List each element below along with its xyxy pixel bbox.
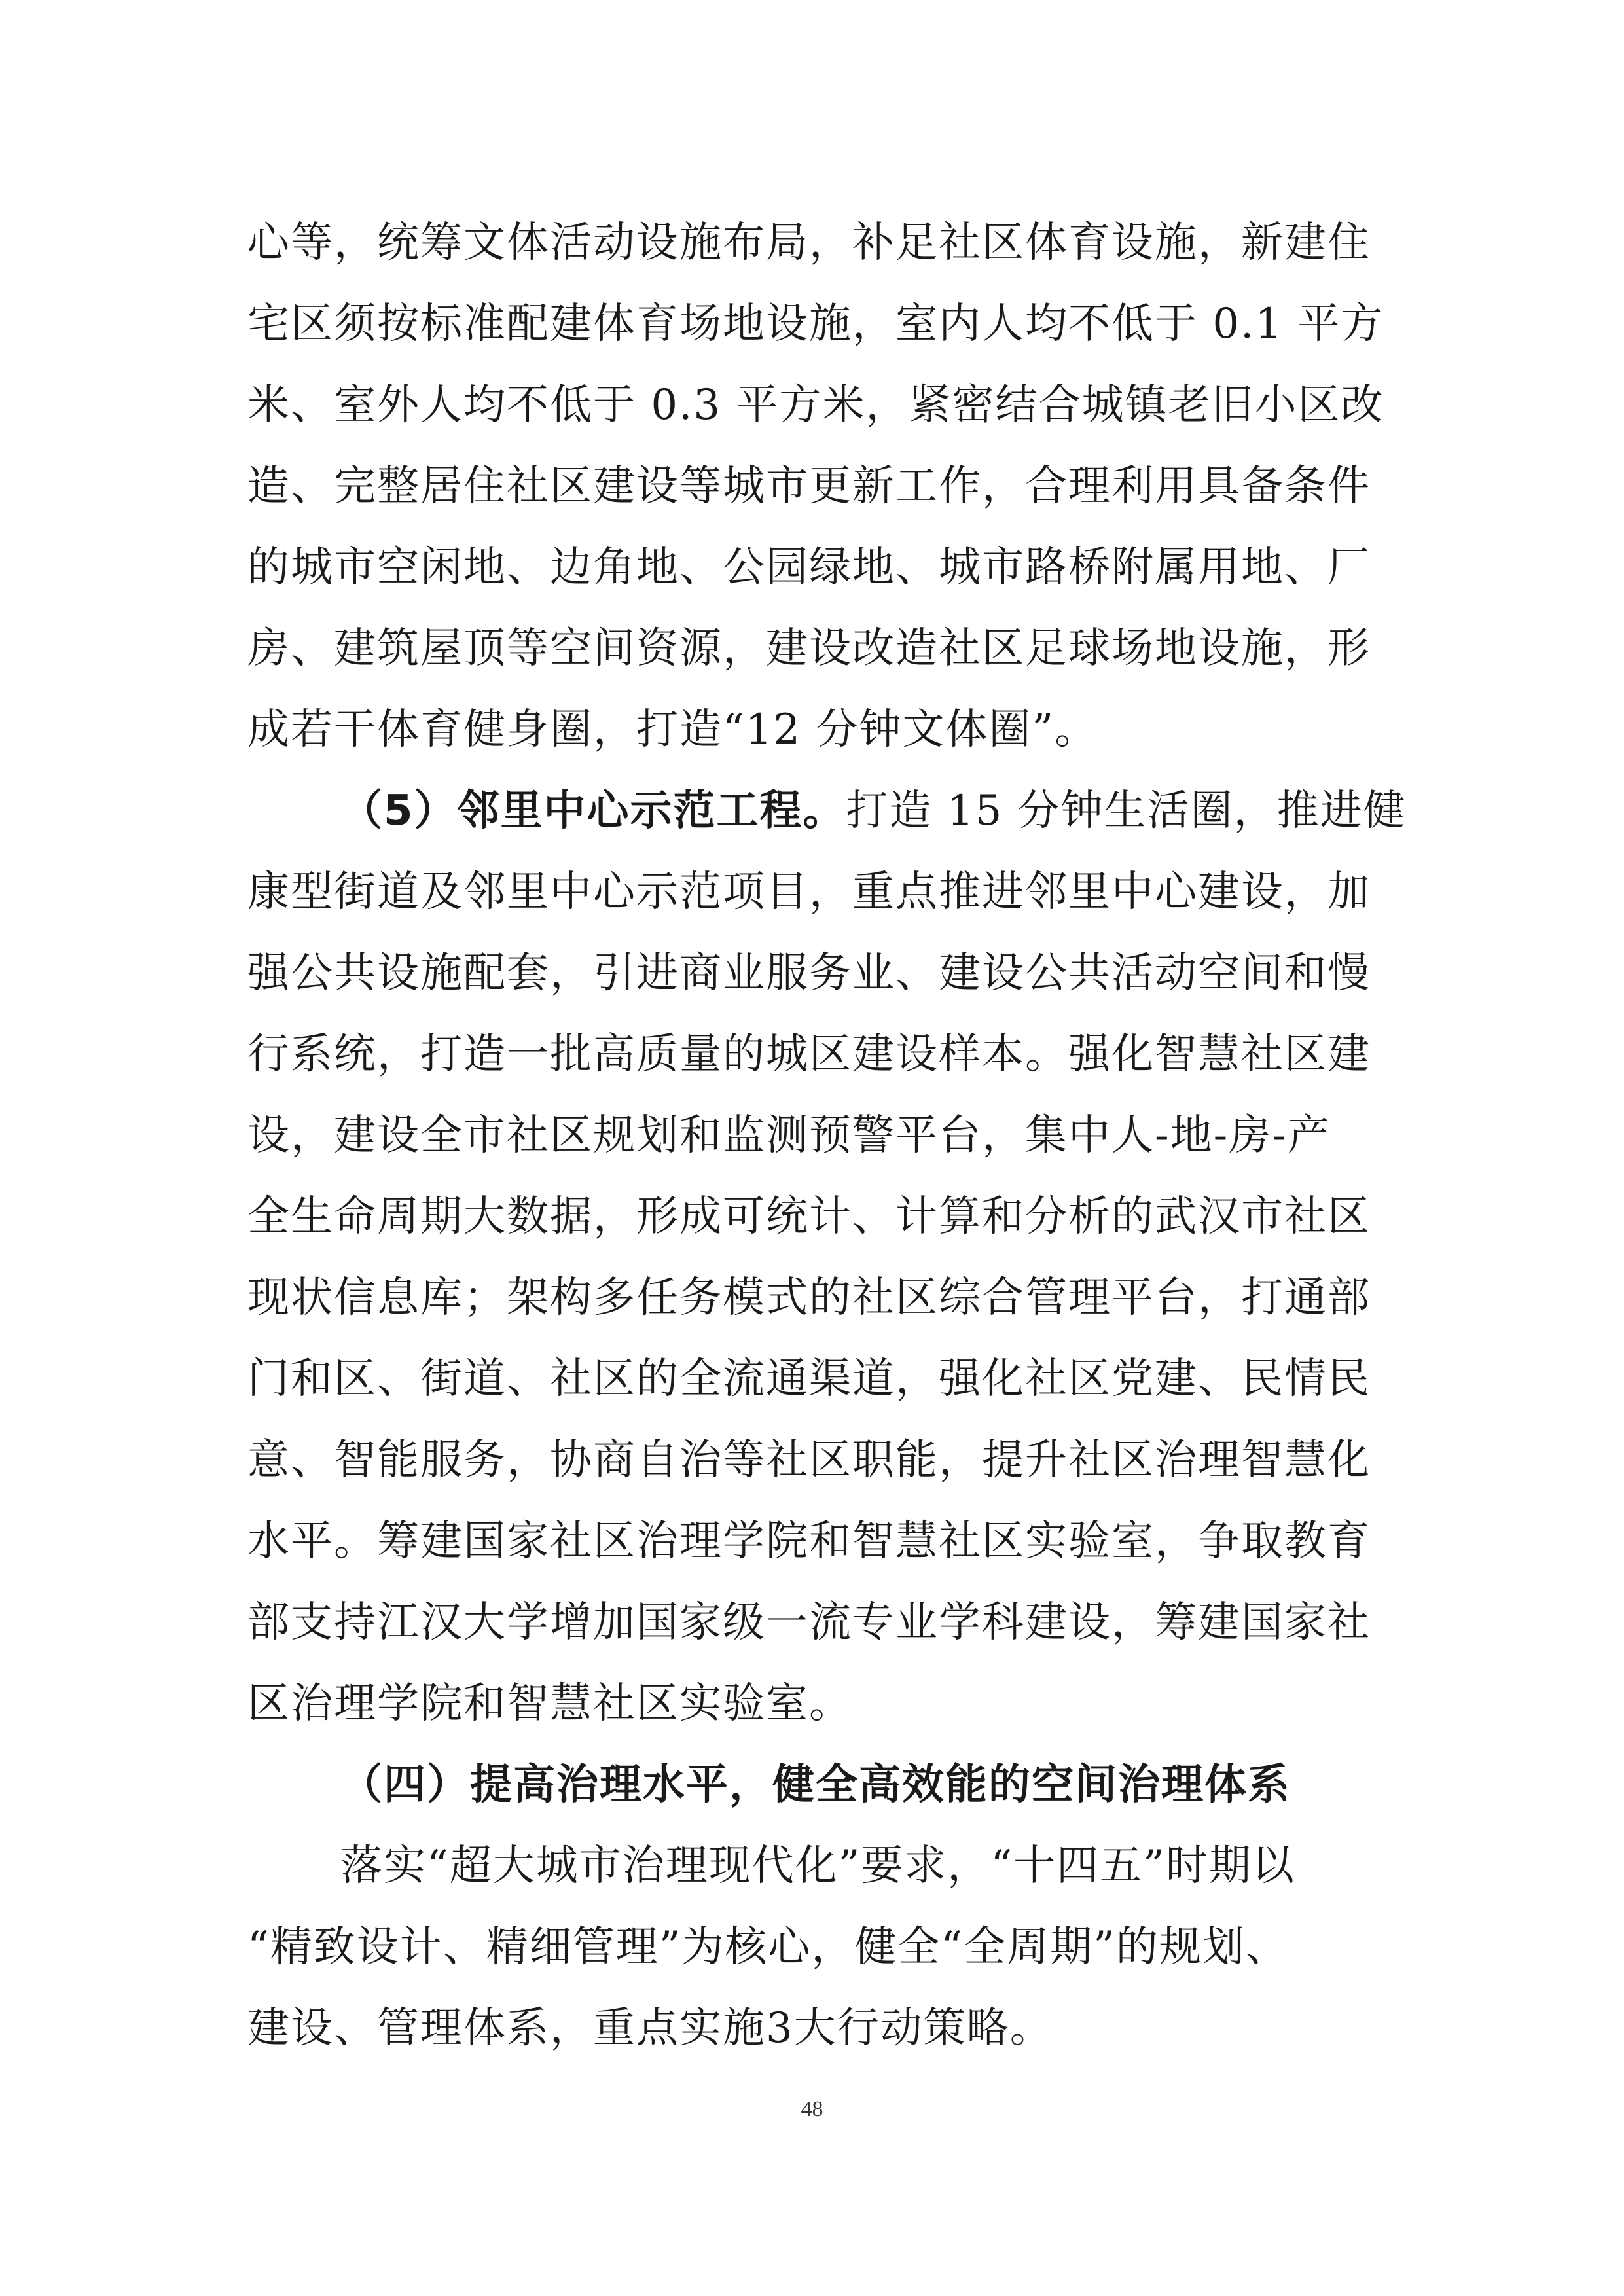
paragraph-1-line-2: 宅区须按标准配建体育场地设施，室内人均不低于 0.1 平方 <box>247 300 1384 348</box>
paragraph-2-line-10: 水平。筹建国家社区治理学院和智慧社区实验室，争取教育 <box>247 1517 1371 1566</box>
paragraph-2-line-8: 门和区、街道、社区的全流通渠道，强化社区党建、民情民 <box>247 1355 1371 1403</box>
paragraph-2-line-5: 设，建设全市社区规划和监测预警平台，集中人-地-房-产 <box>247 1111 1331 1160</box>
paragraph-2-line-9: 意、智能服务，协商自治等社区职能，提升社区治理智慧化 <box>247 1436 1371 1484</box>
item-5-lead-text: 打造 15 分钟生活圈，推进健 <box>846 787 1407 835</box>
paragraph-2-line-1 <box>340 775 1479 847</box>
paragraph-2-line-4: 行系统，打造一批高质量的城区建设样本。强化智慧社区建 <box>247 1030 1371 1079</box>
paragraph-3-line-3: 建设、管理体系，重点实施3大行动策略。 <box>247 2004 1053 2053</box>
paragraph-2-line-3: 强公共设施配套，引进商业服务业、建设公共活动空间和慢 <box>247 949 1371 997</box>
page-number: 48 <box>801 2097 823 2121</box>
paragraph-1-line-1: 心等，统筹文体活动设施布局，补足社区体育设施，新建住 <box>247 219 1371 267</box>
paragraph-3-line-1: 落实“超大城市治理现代化”要求，“十四五”时期以 <box>340 1842 1295 1890</box>
paragraph-1-line-5: 的城市空闲地、边角地、公园绿地、城市路桥附属用地、厂 <box>247 543 1371 592</box>
paragraph-3-line-2: “精致设计、精细管理”为核心，健全“全周期”的规划、 <box>247 1923 1289 1971</box>
paragraph-2-line-6: 全生命周期大数据，形成可统计、计算和分析的武汉市社区 <box>247 1193 1371 1241</box>
paragraph-1-line-3: 米、室外人均不低于 0.3 平方米，紧密结合城镇老旧小区改 <box>247 381 1384 429</box>
paragraph-2-line-12: 区治理学院和智慧社区实验室。 <box>247 1679 852 1728</box>
section-heading: （四）提高治理水平，健全高效能的空间治理体系 <box>340 1761 1291 1809</box>
paragraph-2-line-2: 康型街道及邻里中心示范项目，重点推进邻里中心建设，加 <box>247 868 1371 916</box>
paragraph-1-line-4: 造、完整居住社区建设等城市更新工作，合理利用具备条件 <box>247 462 1371 511</box>
paragraph-1-line-7: 成若干体育健身圈，打造“12 分钟文体圈”。 <box>247 706 1098 754</box>
paragraph-1-line-6: 房、建筑屋顶等空间资源，建设改造社区足球场地设施，形 <box>247 624 1371 673</box>
item-5-title: （5）邻里中心示范工程。 <box>340 787 846 835</box>
paragraph-2-line-11: 部支持江汉大学增加国家级一流专业学科建设，筹建国家社 <box>247 1598 1371 1647</box>
paragraph-2-line-7: 现状信息库；架构多任务模式的社区综合管理平台，打通部 <box>247 1274 1371 1322</box>
